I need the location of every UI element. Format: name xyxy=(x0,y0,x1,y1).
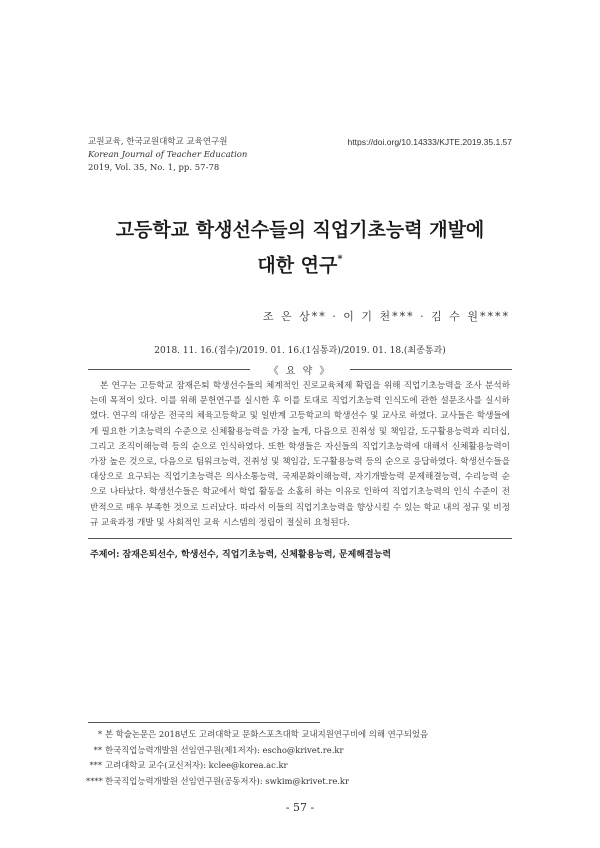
author-list: 조 은 상** · 이 기 천*** · 김 수 원**** xyxy=(262,310,510,323)
journal-name: Korean Journal of Teacher Education xyxy=(88,150,248,160)
footnote-text: 한국직업능력개발원 선임연구원(제1저자): escho@krivet.re.kr xyxy=(105,744,344,755)
footnote-mark: ** xyxy=(93,744,102,755)
doi-link[interactable]: https://doi.org/10.14333/KJTE.2019.35.1.57 xyxy=(347,137,512,147)
abstract-body: 본 연구는 고등학교 잠재은퇴 학생선수들의 체계적인 진로교육체제 확립을 위해 직업기초능력을 조사 분석하는데 목적이 있다. 이를 위해 문헌연구를 실시한 후 이를 토대로 직업기초능력 인식도에 관한 설문조사를 실시하였다. 연구의 대상은 전국의 체육고등학교 및 일반계 고등학교의 학생선수 및 교사로 하였다. 교사들은 학생들에게 필요한 기초능력의 수준으로 신체활용능력을 가장 높게, 다음으로 진취성 및 책임감, 도구활용능력과 리더십, 그리고 조직이해능력 등의 순으로 인식하였다. 또한 학생들은 자신들의 직업기초능력에 대해서 신체활용능력이 가장 높은 것으로, 다음으로 팀워크능력, 진취성 및 책임감, 도구활용능력 등의 순으로 응답하였다. 학생선수들을 대상으로 요구되는 직업기초능력은 의사소통능력, 국제문화이해능력, 자기개발능력 문제해결능력, 수리능력 순으로 나타났다. 학생선수들은 학교에서 학업 활동을 소홀히 하는 이유로 인하여 직업기초능력의 인식 수준이 전반적으로 매우 부족한 것으로 드러났다. 따라서 이들의 직업기초능력을 향상시킬 수 있는 학교 내의 정규 및 비정규 교육과정 개발 및 사회적인 교육 시스템의 정립이 절실히 요청된다. xyxy=(90,381,510,528)
footnote-text: 한국직업능력개발원 선임연구원(공동저자): swkim@krivet.re.kr xyxy=(105,775,350,786)
abstract-divider xyxy=(88,538,512,539)
keywords-label: 주제어: xyxy=(90,550,120,560)
footnote-item xyxy=(86,758,428,774)
footnote-divider xyxy=(88,722,320,723)
abstract-heading-rule-right xyxy=(350,369,512,370)
paper-title xyxy=(60,214,540,281)
publisher-line: 교원교육, 한국교원대학교 교육연구원 xyxy=(88,137,228,147)
footnote-item xyxy=(86,743,428,759)
title-line-1: 고등학교 학생선수들의 직업기초능력 개발에 xyxy=(115,219,485,241)
footnote-item xyxy=(86,774,428,790)
journal-header xyxy=(88,136,348,175)
footnote-item xyxy=(86,727,428,743)
footnote-mark: **** xyxy=(86,775,103,786)
abstract-heading xyxy=(88,362,512,376)
footnote-mark: * xyxy=(97,729,102,739)
footnote-text: 본 학술논문은 2018년도 고려대학교 문화스포츠대학 교내지원연구비에 의해 연구되었음 xyxy=(105,729,429,739)
submission-dates: 2018. 11. 16.(접수)/2019. 01. 16.(1심통과)/2019. 01. 18.(최종통과) xyxy=(154,346,446,356)
footnotes xyxy=(86,727,428,789)
title-line-2: 대한 연구 xyxy=(257,254,338,277)
abstract-heading-label: 《 요 약 》 xyxy=(268,366,332,377)
footnote-text: 고려대학교 교수(교신저자): kclee@korea.ac.kr xyxy=(105,760,288,770)
page-number: - 57 - xyxy=(285,801,315,814)
title-footnote-mark: * xyxy=(337,254,343,265)
volume-line: 2019, Vol. 35, No. 1, pp. 57-78 xyxy=(88,163,220,173)
keywords-text: 잠재은퇴선수, 학생선수, 직업기초능력, 신체활용능력, 문제해결능력 xyxy=(122,550,392,560)
keywords xyxy=(90,547,391,560)
footnote-mark: *** xyxy=(89,760,102,770)
